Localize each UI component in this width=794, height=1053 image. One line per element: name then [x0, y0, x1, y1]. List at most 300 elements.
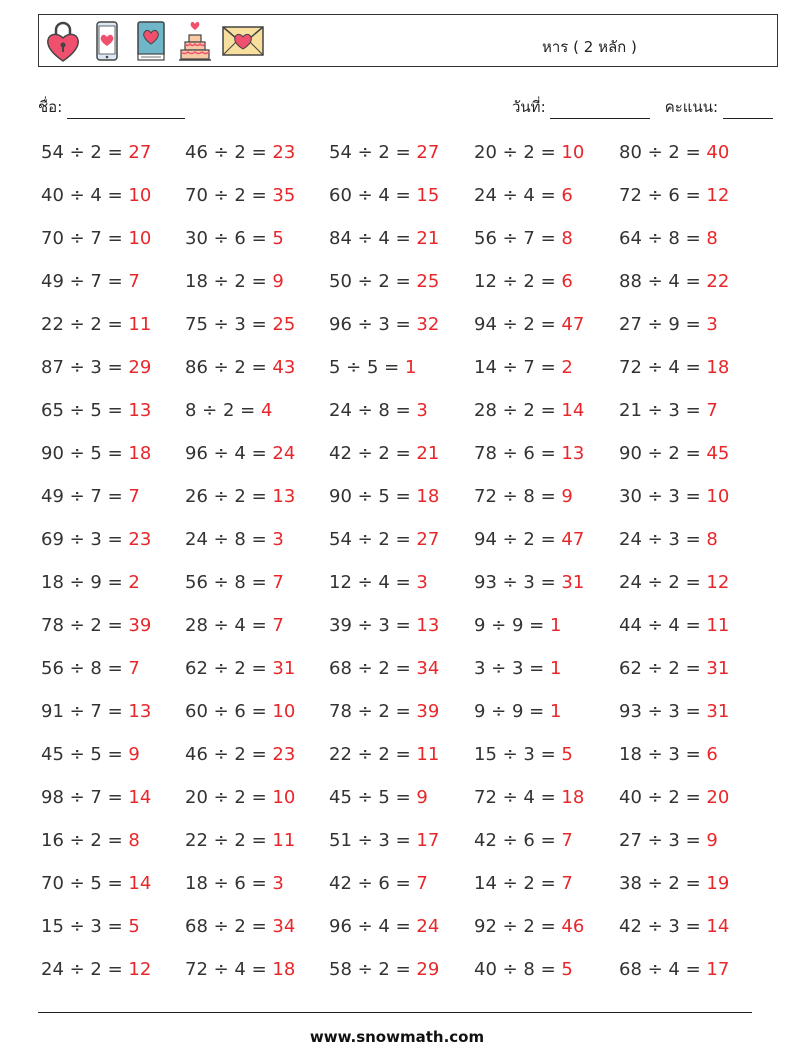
heart-lock-icon	[45, 19, 81, 63]
problem-cell	[185, 228, 284, 249]
problem-question: 72 ÷ 4 =	[619, 357, 707, 378]
problem-cell	[474, 271, 573, 292]
problem-answer: 11	[706, 615, 730, 636]
problem-cell	[619, 615, 729, 636]
problem-cell	[474, 357, 573, 378]
problem-cell	[619, 787, 729, 808]
problem-answer: 23	[272, 744, 296, 765]
love-letter-icon	[221, 19, 265, 63]
problem-cell	[41, 486, 140, 507]
problem-cell	[329, 615, 439, 636]
problem-answer: 15	[416, 185, 440, 206]
problem-answer: 27	[416, 529, 440, 550]
problem-answer: 4	[260, 400, 273, 421]
footer-url: www.snowmath.com	[309, 1028, 485, 1046]
problem-answer: 10	[128, 185, 152, 206]
problem-cell	[41, 744, 140, 765]
problem-answer: 1	[404, 357, 417, 378]
problem-answer: 39	[128, 615, 152, 636]
problem-cell	[474, 529, 584, 550]
problem-cell	[185, 314, 295, 335]
problem-answer: 5	[128, 916, 140, 937]
problem-question: 78 ÷ 6 =	[474, 443, 562, 464]
problem-cell	[619, 400, 718, 421]
problem-question: 80 ÷ 2 =	[619, 142, 707, 163]
phone-heart-icon	[89, 19, 125, 63]
problem-cell	[185, 529, 284, 550]
problem-answer: 47	[561, 314, 585, 335]
problem-question: 24 ÷ 3 =	[619, 529, 707, 550]
problem-answer: 13	[272, 486, 296, 507]
problem-answer: 29	[416, 959, 440, 980]
problem-cell	[474, 701, 561, 722]
header-icons	[45, 19, 265, 63]
problem-question: 28 ÷ 4 =	[185, 615, 273, 636]
problem-answer: 13	[128, 701, 152, 722]
problem-question: 96 ÷ 3 =	[329, 314, 417, 335]
problem-cell	[619, 916, 729, 937]
problem-cell	[619, 959, 729, 980]
problem-cell	[619, 357, 729, 378]
problem-question: 60 ÷ 6 =	[185, 701, 273, 722]
problem-question: 78 ÷ 2 =	[41, 615, 129, 636]
problem-question: 18 ÷ 2 =	[185, 271, 273, 292]
problem-question: 14 ÷ 7 =	[474, 357, 562, 378]
problem-answer: 34	[272, 916, 296, 937]
problem-question: 9 ÷ 9 =	[474, 615, 550, 636]
problem-question: 90 ÷ 2 =	[619, 443, 707, 464]
problem-question: 69 ÷ 3 =	[41, 529, 129, 550]
problem-answer: 19	[706, 873, 730, 894]
problem-cell	[329, 529, 439, 550]
problem-question: 20 ÷ 2 =	[474, 142, 562, 163]
problem-question: 42 ÷ 6 =	[474, 830, 562, 851]
problem-question: 3 ÷ 3 =	[474, 658, 550, 679]
problem-answer: 7	[128, 271, 140, 292]
score-blank[interactable]	[723, 104, 773, 119]
problem-question: 20 ÷ 2 =	[185, 787, 273, 808]
problem-answer: 11	[416, 744, 440, 765]
problem-cell	[329, 185, 439, 206]
problem-cell	[474, 873, 573, 894]
problem-cell	[329, 228, 439, 249]
problem-answer: 10	[561, 142, 585, 163]
problem-cell	[329, 658, 439, 679]
problem-question: 68 ÷ 2 =	[185, 916, 273, 937]
problem-cell	[619, 314, 718, 335]
problem-cell	[619, 142, 729, 163]
problem-answer: 43	[272, 357, 296, 378]
problem-answer: 10	[272, 787, 296, 808]
problem-cell	[41, 228, 151, 249]
worksheet-title: หาร ( 2 หลัก )	[542, 38, 637, 56]
problem-question: 75 ÷ 3 =	[185, 314, 273, 335]
problem-answer: 6	[706, 744, 718, 765]
problem-answer: 13	[128, 400, 152, 421]
problem-cell	[619, 701, 729, 722]
problem-question: 44 ÷ 4 =	[619, 615, 707, 636]
problem-cell	[619, 744, 718, 765]
problem-answer: 46	[561, 916, 585, 937]
problem-question: 21 ÷ 3 =	[619, 400, 707, 421]
problem-question: 45 ÷ 5 =	[329, 787, 417, 808]
problem-question: 56 ÷ 8 =	[41, 658, 129, 679]
problem-cell	[185, 400, 272, 421]
problem-cell	[329, 830, 439, 851]
problem-cell	[329, 486, 439, 507]
problem-answer: 9	[561, 486, 573, 507]
book-heart-icon	[133, 19, 169, 63]
problem-question: 40 ÷ 4 =	[41, 185, 129, 206]
problem-answer: 18	[706, 357, 730, 378]
problem-answer: 12	[128, 959, 152, 980]
problem-question: 5 ÷ 5 =	[329, 357, 405, 378]
problem-cell	[185, 271, 284, 292]
problem-cell	[474, 443, 584, 464]
problem-cell	[185, 486, 295, 507]
name-blank[interactable]	[67, 104, 185, 119]
problem-question: 51 ÷ 3 =	[329, 830, 417, 851]
problem-cell	[185, 615, 284, 636]
problem-cell	[185, 572, 284, 593]
problem-cell	[185, 701, 295, 722]
problem-question: 16 ÷ 2 =	[41, 830, 129, 851]
problem-cell	[41, 185, 151, 206]
problem-cell	[185, 830, 295, 851]
problem-answer: 45	[706, 443, 730, 464]
problem-cell	[41, 529, 151, 550]
problem-cell	[329, 314, 439, 335]
problem-cell	[619, 658, 729, 679]
problem-question: 8 ÷ 2 =	[185, 400, 261, 421]
problem-answer: 1	[549, 615, 562, 636]
problem-answer: 7	[272, 615, 284, 636]
problem-cell	[185, 185, 295, 206]
problem-question: 54 ÷ 2 =	[329, 142, 417, 163]
problem-question: 62 ÷ 2 =	[619, 658, 707, 679]
problem-question: 28 ÷ 2 =	[474, 400, 562, 421]
problem-question: 22 ÷ 2 =	[329, 744, 417, 765]
problem-answer: 20	[706, 787, 730, 808]
name-field	[38, 95, 185, 119]
problem-cell	[474, 572, 584, 593]
problem-answer: 7	[706, 400, 718, 421]
problem-answer: 31	[706, 658, 730, 679]
problem-question: 18 ÷ 9 =	[41, 572, 129, 593]
problem-question: 42 ÷ 6 =	[329, 873, 417, 894]
problem-question: 72 ÷ 8 =	[474, 486, 562, 507]
problem-cell	[474, 615, 561, 636]
problem-answer: 2	[128, 572, 140, 593]
problem-cell	[619, 443, 729, 464]
problem-question: 45 ÷ 5 =	[41, 744, 129, 765]
problem-question: 56 ÷ 7 =	[474, 228, 562, 249]
problem-answer: 14	[706, 916, 730, 937]
problem-answer: 25	[272, 314, 296, 335]
problem-answer: 3	[272, 873, 284, 894]
problem-answer: 3	[416, 400, 428, 421]
problem-question: 24 ÷ 8 =	[185, 529, 273, 550]
problem-question: 68 ÷ 4 =	[619, 959, 707, 980]
problem-question: 38 ÷ 2 =	[619, 873, 707, 894]
problem-answer: 32	[416, 314, 440, 335]
date-blank[interactable]	[550, 104, 650, 119]
problem-question: 15 ÷ 3 =	[41, 916, 129, 937]
problem-question: 49 ÷ 7 =	[41, 271, 129, 292]
problem-answer: 39	[416, 701, 440, 722]
problem-question: 62 ÷ 2 =	[185, 658, 273, 679]
problem-answer: 31	[561, 572, 585, 593]
problem-cell	[185, 744, 295, 765]
problem-cell	[474, 744, 573, 765]
problem-cell	[474, 314, 584, 335]
problem-question: 72 ÷ 6 =	[619, 185, 707, 206]
problem-answer: 18	[416, 486, 440, 507]
problem-answer: 8	[706, 228, 718, 249]
problem-answer: 29	[128, 357, 152, 378]
problem-cell	[41, 959, 151, 980]
problem-answer: 21	[416, 228, 440, 249]
problem-question: 70 ÷ 2 =	[185, 185, 273, 206]
footer-divider	[38, 1012, 752, 1013]
problem-answer: 7	[128, 486, 140, 507]
problem-answer: 7	[272, 572, 284, 593]
problem-question: 91 ÷ 7 =	[41, 701, 129, 722]
problem-question: 65 ÷ 5 =	[41, 400, 129, 421]
problem-question: 72 ÷ 4 =	[474, 787, 562, 808]
problem-cell	[185, 658, 295, 679]
problem-answer: 2	[561, 357, 573, 378]
problem-answer: 10	[272, 701, 296, 722]
problem-question: 58 ÷ 2 =	[329, 959, 417, 980]
problem-answer: 18	[272, 959, 296, 980]
problem-question: 12 ÷ 2 =	[474, 271, 562, 292]
problem-question: 22 ÷ 2 =	[41, 314, 129, 335]
problem-cell	[474, 787, 584, 808]
problem-answer: 14	[128, 787, 152, 808]
problem-cell	[619, 228, 718, 249]
problem-question: 42 ÷ 2 =	[329, 443, 417, 464]
problem-question: 70 ÷ 7 =	[41, 228, 129, 249]
problem-cell	[619, 271, 729, 292]
problem-question: 22 ÷ 2 =	[185, 830, 273, 851]
name-label: ชื่อ:	[38, 98, 63, 116]
problem-answer: 3	[272, 529, 284, 550]
problem-cell	[41, 916, 140, 937]
problem-cell	[329, 443, 439, 464]
problem-question: 86 ÷ 2 =	[185, 357, 273, 378]
problem-answer: 31	[706, 701, 730, 722]
problem-question: 94 ÷ 2 =	[474, 314, 562, 335]
problem-question: 93 ÷ 3 =	[619, 701, 707, 722]
problem-cell	[185, 443, 295, 464]
problem-question: 50 ÷ 2 =	[329, 271, 417, 292]
problem-question: 96 ÷ 4 =	[329, 916, 417, 937]
problem-question: 46 ÷ 2 =	[185, 744, 273, 765]
problem-question: 27 ÷ 9 =	[619, 314, 707, 335]
problem-question: 27 ÷ 3 =	[619, 830, 707, 851]
problem-cell	[619, 830, 718, 851]
problem-question: 40 ÷ 8 =	[474, 959, 562, 980]
problem-cell	[185, 142, 295, 163]
problem-answer: 23	[128, 529, 152, 550]
problem-question: 46 ÷ 2 =	[185, 142, 273, 163]
problem-cell	[474, 142, 584, 163]
problem-answer: 34	[416, 658, 440, 679]
problem-question: 49 ÷ 7 =	[41, 486, 129, 507]
problem-question: 18 ÷ 6 =	[185, 873, 273, 894]
problem-answer: 7	[416, 873, 428, 894]
problem-question: 60 ÷ 4 =	[329, 185, 417, 206]
problem-answer: 9	[706, 830, 718, 851]
problem-answer: 22	[706, 271, 730, 292]
problem-answer: 7	[128, 658, 140, 679]
problem-cell	[329, 916, 439, 937]
problem-question: 96 ÷ 4 =	[185, 443, 273, 464]
problem-answer: 12	[706, 572, 730, 593]
problem-cell	[41, 314, 151, 335]
problem-question: 94 ÷ 2 =	[474, 529, 562, 550]
problem-answer: 21	[416, 443, 440, 464]
problem-cell	[329, 873, 428, 894]
problem-cell	[474, 228, 573, 249]
problem-cell	[329, 744, 439, 765]
problem-question: 15 ÷ 3 =	[474, 744, 562, 765]
problem-question: 84 ÷ 4 =	[329, 228, 417, 249]
problem-answer: 5	[561, 744, 573, 765]
problem-cell	[474, 916, 584, 937]
problem-answer: 5	[272, 228, 284, 249]
problem-answer: 10	[706, 486, 730, 507]
problem-answer: 14	[128, 873, 152, 894]
problem-question: 54 ÷ 2 =	[41, 142, 129, 163]
problem-question: 14 ÷ 2 =	[474, 873, 562, 894]
problem-answer: 47	[561, 529, 585, 550]
problem-cell	[185, 959, 295, 980]
problem-answer: 14	[561, 400, 585, 421]
problem-cell	[41, 357, 151, 378]
problem-cell	[185, 873, 284, 894]
problem-cell	[474, 185, 573, 206]
problem-cell	[619, 529, 718, 550]
problem-answer: 11	[128, 314, 152, 335]
problem-cell	[41, 873, 151, 894]
problem-cell	[474, 830, 573, 851]
problem-answer: 31	[272, 658, 296, 679]
problem-answer: 27	[128, 142, 152, 163]
wedding-cake-icon	[177, 19, 213, 63]
problem-answer: 24	[272, 443, 296, 464]
problem-cell	[41, 572, 140, 593]
problem-question: 24 ÷ 4 =	[474, 185, 562, 206]
problem-answer: 18	[561, 787, 585, 808]
problem-cell	[329, 271, 439, 292]
problem-cell	[41, 830, 140, 851]
problem-question: 90 ÷ 5 =	[329, 486, 417, 507]
problem-question: 54 ÷ 2 =	[329, 529, 417, 550]
problem-cell	[474, 959, 573, 980]
problem-cell	[329, 400, 428, 421]
problem-answer: 3	[416, 572, 428, 593]
problem-answer: 13	[416, 615, 440, 636]
problem-question: 24 ÷ 2 =	[619, 572, 707, 593]
problem-answer: 6	[561, 271, 573, 292]
problem-cell	[41, 787, 151, 808]
problem-cell	[185, 916, 295, 937]
problem-answer: 7	[561, 873, 573, 894]
problem-cell	[41, 271, 140, 292]
worksheet-header	[38, 14, 778, 67]
problem-cell	[329, 787, 428, 808]
problem-cell	[619, 572, 729, 593]
problem-answer: 9	[272, 271, 284, 292]
problem-question: 56 ÷ 8 =	[185, 572, 273, 593]
problem-answer: 7	[561, 830, 573, 851]
problem-question: 26 ÷ 2 =	[185, 486, 273, 507]
problem-question: 24 ÷ 2 =	[41, 959, 129, 980]
problem-answer: 35	[272, 185, 296, 206]
problem-question: 40 ÷ 2 =	[619, 787, 707, 808]
problem-cell	[329, 357, 416, 378]
problem-answer: 24	[416, 916, 440, 937]
problem-answer: 13	[561, 443, 585, 464]
problem-answer: 8	[128, 830, 140, 851]
problem-answer: 6	[561, 185, 573, 206]
problem-question: 9 ÷ 9 =	[474, 701, 550, 722]
problem-question: 39 ÷ 3 =	[329, 615, 417, 636]
problem-cell	[185, 787, 295, 808]
problem-cell	[41, 615, 151, 636]
problem-question: 42 ÷ 3 =	[619, 916, 707, 937]
problem-answer: 1	[549, 658, 562, 679]
problem-cell	[329, 142, 439, 163]
problem-answer: 5	[561, 959, 573, 980]
problem-cell	[329, 572, 428, 593]
problem-answer: 3	[706, 314, 718, 335]
problem-question: 90 ÷ 5 =	[41, 443, 129, 464]
problem-answer: 25	[416, 271, 440, 292]
problem-answer: 11	[272, 830, 296, 851]
problem-question: 18 ÷ 3 =	[619, 744, 707, 765]
score-label: คะแนน:	[664, 98, 719, 116]
problem-cell	[474, 486, 573, 507]
problem-question: 93 ÷ 3 =	[474, 572, 562, 593]
problem-answer: 12	[706, 185, 730, 206]
problem-answer: 9	[128, 744, 140, 765]
problem-cell	[329, 959, 439, 980]
problem-question: 30 ÷ 3 =	[619, 486, 707, 507]
problem-cell	[185, 357, 295, 378]
problem-answer: 18	[128, 443, 152, 464]
problem-cell	[41, 400, 151, 421]
problem-answer: 8	[561, 228, 573, 249]
date-label: วันที่:	[512, 98, 546, 116]
problem-cell	[619, 185, 729, 206]
problem-cell	[474, 400, 584, 421]
problem-answer: 9	[416, 787, 428, 808]
problem-question: 78 ÷ 2 =	[329, 701, 417, 722]
problem-cell	[474, 658, 561, 679]
problem-answer: 1	[549, 701, 562, 722]
problem-question: 72 ÷ 4 =	[185, 959, 273, 980]
problem-question: 68 ÷ 2 =	[329, 658, 417, 679]
problem-cell	[41, 658, 140, 679]
problem-cell	[619, 873, 729, 894]
problem-cell	[329, 701, 439, 722]
problem-cell	[41, 142, 151, 163]
problem-question: 88 ÷ 4 =	[619, 271, 707, 292]
problem-answer: 23	[272, 142, 296, 163]
